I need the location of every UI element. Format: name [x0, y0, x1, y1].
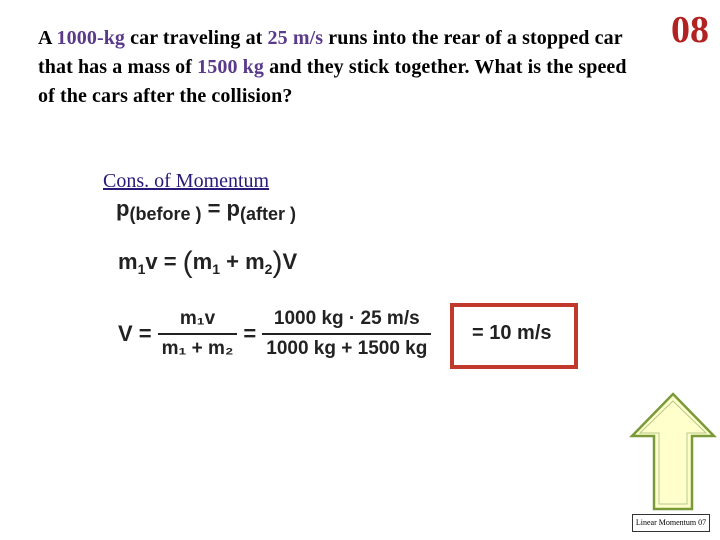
eq-symbol: m	[192, 249, 213, 274]
question-part: and they stick together. What is the speed of the cars after the collision?	[38, 56, 627, 107]
question-text	[38, 24, 638, 111]
fraction-denominator: 1000 kg + 1500 kg	[262, 333, 431, 360]
eq-symbol: + m	[220, 249, 265, 274]
eq-symbol: p	[226, 196, 240, 221]
question-part: A	[38, 27, 57, 49]
eq-symbol: V =	[118, 321, 152, 346]
eq-subscript: (before )	[129, 204, 202, 224]
eq-paren: (	[182, 246, 193, 279]
question-part: car traveling at	[125, 27, 268, 49]
eq-symbol: =	[243, 321, 257, 346]
eq-symbol: v =	[145, 249, 183, 274]
eq-subscript: 1	[137, 261, 146, 277]
cons-of-momentum-link[interactable]: Cons. of Momentum	[103, 170, 270, 192]
up-arrow-icon[interactable]	[629, 391, 717, 513]
eq-subscript: (after )	[239, 204, 296, 224]
eq-subscript: 2	[264, 261, 273, 277]
eq-subscript: 1	[212, 261, 221, 277]
fraction-numerator: m₁v	[179, 308, 216, 329]
eq-symbol: V	[282, 249, 298, 274]
eq-paren: )	[272, 246, 283, 279]
fraction-denominator: m₁ + m₂	[158, 333, 238, 360]
slide-number: 08	[671, 9, 709, 51]
fraction-symbolic	[158, 308, 238, 360]
fraction-numerator: 1000 kg · 25 m/s	[273, 308, 420, 329]
eq-symbol: m	[118, 249, 138, 274]
inelastic-collision-equation	[118, 246, 297, 280]
momentum-equation	[116, 196, 296, 225]
fraction-numeric	[262, 308, 431, 360]
velocity-solution-equation	[118, 308, 437, 360]
result-value: = 10 m/s	[472, 322, 552, 344]
question-mass1: 1000-kg	[56, 27, 126, 49]
eq-symbol: p	[116, 196, 130, 221]
footer-label: Linear Momentum 07	[632, 514, 710, 532]
eq-symbol: =	[201, 196, 227, 221]
question-part: runs into the rear of a stopped car that has a mass of	[38, 27, 623, 78]
question-mass2: 1500 kg	[197, 56, 264, 78]
question-speed: 25 m/s	[267, 27, 324, 49]
